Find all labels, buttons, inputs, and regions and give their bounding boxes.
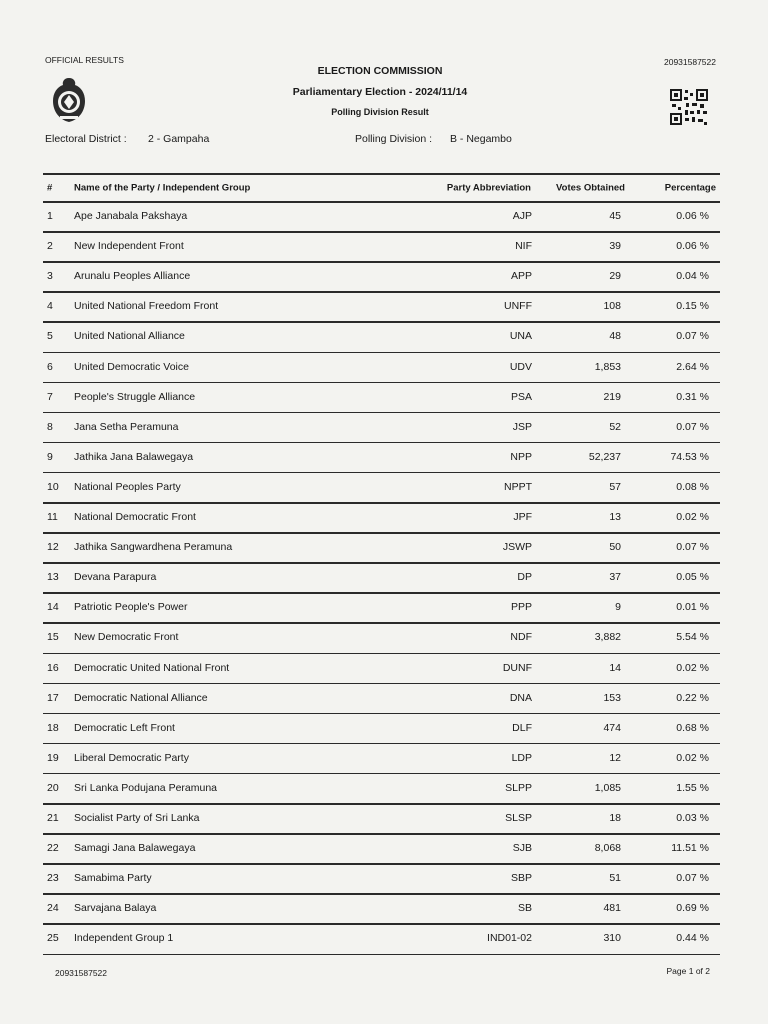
party-abbreviation: PPP xyxy=(510,601,532,614)
qr-code-icon xyxy=(670,89,708,125)
party-name: Liberal Democratic Party xyxy=(74,751,189,764)
official-results-label: OFFICIAL RESULTS xyxy=(45,55,124,65)
party-name: Patriotic People's Power xyxy=(74,601,188,614)
table-row xyxy=(43,683,720,713)
party-abbreviation: SB xyxy=(517,902,532,915)
party-abbreviation: AJP xyxy=(512,210,532,222)
votes-obtained: 481 xyxy=(603,902,621,915)
party-name: New Independent Front xyxy=(74,240,184,253)
table-header-row xyxy=(43,173,720,203)
row-divider xyxy=(43,954,720,956)
votes-obtained: 50 xyxy=(609,541,621,554)
table-row xyxy=(43,442,720,472)
page-indicator: Page 1 of 2 xyxy=(666,966,710,976)
row-number: 9 xyxy=(47,450,53,463)
result-subtitle: Polling Division Result xyxy=(331,107,429,117)
table-row xyxy=(43,773,720,803)
vote-percentage: 0.44 % xyxy=(676,932,709,945)
party-name: National Democratic Front xyxy=(74,511,196,523)
party-abbreviation: SLPP xyxy=(505,781,532,794)
row-number: 20 xyxy=(47,781,59,794)
votes-obtained: 52,237 xyxy=(588,450,621,463)
vote-percentage: 11.51 % xyxy=(671,842,709,855)
vote-percentage: 0.06 % xyxy=(676,240,709,253)
party-name: Devana Parapura xyxy=(74,571,157,584)
votes-obtained: 18 xyxy=(609,812,621,824)
vote-percentage: 5.54 % xyxy=(676,631,709,644)
votes-obtained: 219 xyxy=(603,390,621,403)
votes-obtained: 13 xyxy=(609,511,621,523)
row-number: 2 xyxy=(47,240,53,253)
vote-percentage: 0.07 % xyxy=(676,872,709,885)
vote-percentage: 0.08 % xyxy=(676,480,709,493)
table-row xyxy=(43,472,720,502)
row-number: 7 xyxy=(47,390,53,403)
table-row xyxy=(43,352,720,382)
electoral-district-value: 2 - Gampaha xyxy=(148,133,210,145)
row-number: 13 xyxy=(47,571,59,584)
vote-percentage: 0.05 % xyxy=(676,571,709,584)
electoral-district-label: Electoral District : xyxy=(45,133,127,145)
party-name: Samabima Party xyxy=(74,872,152,885)
table-row xyxy=(43,833,720,863)
party-name: Sri Lanka Podujana Peramuna xyxy=(74,781,218,794)
vote-percentage: 1.55 % xyxy=(676,781,709,794)
row-number: 19 xyxy=(47,751,59,764)
party-name: People's Struggle Alliance xyxy=(74,390,196,403)
vote-percentage: 0.06 % xyxy=(676,210,709,222)
vote-percentage: 0.04 % xyxy=(676,270,709,283)
votes-obtained: 9 xyxy=(615,601,621,614)
party-name: United National Freedom Front xyxy=(74,300,219,313)
table-row xyxy=(43,502,720,532)
votes-obtained: 48 xyxy=(609,330,621,343)
table-row xyxy=(43,321,720,351)
table-row xyxy=(43,261,720,291)
vote-percentage: 0.68 % xyxy=(676,721,709,734)
votes-obtained: 108 xyxy=(603,300,621,313)
votes-obtained: 37 xyxy=(609,571,621,584)
table-row xyxy=(43,622,720,652)
header-votes: Votes Obtained xyxy=(556,182,625,194)
party-name: Sarvajana Balaya xyxy=(74,902,157,915)
polling-division-value: B - Negambo xyxy=(450,133,512,145)
document-id-top: 20931587522 xyxy=(663,57,716,67)
vote-percentage: 74.53 % xyxy=(670,450,709,463)
election-title: Parliamentary Election - 2024/11/14 xyxy=(292,86,468,98)
header-number: # xyxy=(47,182,53,194)
table-row xyxy=(43,201,720,231)
vote-percentage: 0.07 % xyxy=(676,420,709,433)
row-number: 15 xyxy=(47,631,59,644)
row-number: 23 xyxy=(47,872,59,885)
row-number: 14 xyxy=(47,601,59,614)
party-name: United Democratic Voice xyxy=(74,360,189,373)
row-number: 17 xyxy=(47,691,59,704)
table-row xyxy=(43,592,720,622)
row-number: 18 xyxy=(47,721,59,734)
party-abbreviation: UNFF xyxy=(504,300,532,313)
table-row xyxy=(43,803,720,833)
party-name: National Peoples Party xyxy=(74,480,181,493)
votes-obtained: 474 xyxy=(603,721,621,734)
table-row xyxy=(43,412,720,442)
row-number: 25 xyxy=(47,932,59,945)
party-abbreviation: UDV xyxy=(509,360,532,373)
header-percentage: Percentage xyxy=(664,182,716,194)
polling-division-label: Polling Division : xyxy=(355,133,433,145)
vote-percentage: 2.64 % xyxy=(676,360,709,373)
vote-percentage: 0.31 % xyxy=(676,390,709,403)
row-number: 21 xyxy=(47,812,59,824)
party-abbreviation: DUNF xyxy=(502,661,532,674)
votes-obtained: 1,085 xyxy=(594,781,621,794)
votes-obtained: 52 xyxy=(609,420,621,433)
row-number: 4 xyxy=(47,300,53,313)
row-number: 5 xyxy=(47,330,53,343)
party-name: Democratic Left Front xyxy=(74,721,175,734)
vote-percentage: 0.15 % xyxy=(676,300,709,313)
row-number: 22 xyxy=(47,842,59,855)
votes-obtained: 153 xyxy=(603,691,621,704)
party-abbreviation: PSA xyxy=(510,390,532,403)
party-name: Democratic United National Front xyxy=(74,661,230,674)
row-number: 10 xyxy=(47,480,59,493)
party-name: Samagi Jana Balawegaya xyxy=(74,842,196,855)
table-row xyxy=(43,291,720,321)
vote-percentage: 0.07 % xyxy=(676,541,709,554)
votes-obtained: 57 xyxy=(609,480,621,493)
table-row xyxy=(43,382,720,412)
row-number: 8 xyxy=(47,420,53,433)
header-abbreviation: Party Abbreviation xyxy=(446,182,531,194)
table-row xyxy=(43,863,720,893)
party-abbreviation: NDF xyxy=(510,631,532,644)
header-party-name: Name of the Party / Independent Group xyxy=(74,182,251,194)
table-row xyxy=(43,532,720,562)
party-name: Jana Setha Peramuna xyxy=(74,420,179,433)
table-row xyxy=(43,713,720,743)
row-number: 12 xyxy=(47,541,59,554)
party-abbreviation: NIF xyxy=(515,240,532,253)
party-abbreviation: JPF xyxy=(513,511,532,523)
votes-obtained: 51 xyxy=(609,872,621,885)
party-abbreviation: IND01-02 xyxy=(487,932,532,945)
table-row xyxy=(43,231,720,261)
vote-percentage: 0.01 % xyxy=(676,601,709,614)
table-row xyxy=(43,562,720,592)
votes-obtained: 12 xyxy=(609,751,621,764)
votes-obtained: 29 xyxy=(609,270,621,283)
commission-title: ELECTION COMMISSION xyxy=(317,65,443,77)
votes-obtained: 3,882 xyxy=(594,631,621,644)
party-name: Jathika Jana Balawegaya xyxy=(74,450,194,463)
vote-percentage: 0.03 % xyxy=(676,812,709,824)
party-abbreviation: DP xyxy=(517,571,532,584)
party-abbreviation: UNA xyxy=(509,330,532,343)
votes-obtained: 14 xyxy=(609,661,621,674)
vote-percentage: 0.22 % xyxy=(676,691,709,704)
document-id-bottom: 20931587522 xyxy=(55,968,108,978)
table-row xyxy=(43,743,720,773)
party-abbreviation: JSP xyxy=(512,420,532,433)
row-number: 3 xyxy=(47,270,53,283)
table-row xyxy=(43,653,720,683)
row-number: 24 xyxy=(47,902,59,915)
votes-obtained: 310 xyxy=(603,932,621,945)
party-abbreviation: SLSP xyxy=(505,812,532,824)
row-number: 11 xyxy=(47,511,58,523)
party-abbreviation: SBP xyxy=(510,872,532,885)
party-name: Socialist Party of Sri Lanka xyxy=(74,812,200,824)
votes-obtained: 39 xyxy=(609,240,621,253)
party-name: United National Alliance xyxy=(74,330,185,343)
vote-percentage: 0.02 % xyxy=(676,751,709,764)
row-number: 1 xyxy=(47,210,53,222)
party-name: Jathika Sangwardhena Peramuna xyxy=(74,541,233,554)
votes-obtained: 1,853 xyxy=(594,360,621,373)
party-abbreviation: NPP xyxy=(510,450,532,463)
party-name: Ape Janabala Pakshaya xyxy=(74,210,188,222)
party-abbreviation: NPPT xyxy=(503,480,532,493)
party-name: New Democratic Front xyxy=(74,631,179,644)
vote-percentage: 0.02 % xyxy=(676,661,709,674)
party-abbreviation: LDP xyxy=(511,751,532,764)
party-name: Independent Group 1 xyxy=(74,932,174,945)
party-abbreviation: DNA xyxy=(509,691,532,704)
votes-obtained: 45 xyxy=(609,210,621,222)
vote-percentage: 0.07 % xyxy=(676,330,709,343)
table-row xyxy=(43,893,720,923)
vote-percentage: 0.69 % xyxy=(676,902,709,915)
vote-percentage: 0.02 % xyxy=(676,511,709,523)
row-number: 6 xyxy=(47,360,53,373)
table-row xyxy=(43,923,720,953)
party-name: Democratic National Alliance xyxy=(74,691,208,704)
party-abbreviation: DLF xyxy=(512,721,532,734)
party-abbreviation: JSWP xyxy=(502,541,532,554)
party-abbreviation: SJB xyxy=(512,842,532,855)
party-abbreviation: APP xyxy=(510,270,532,283)
party-name: Arunalu Peoples Alliance xyxy=(74,270,191,283)
votes-obtained: 8,068 xyxy=(594,842,621,855)
row-number: 16 xyxy=(47,661,59,674)
